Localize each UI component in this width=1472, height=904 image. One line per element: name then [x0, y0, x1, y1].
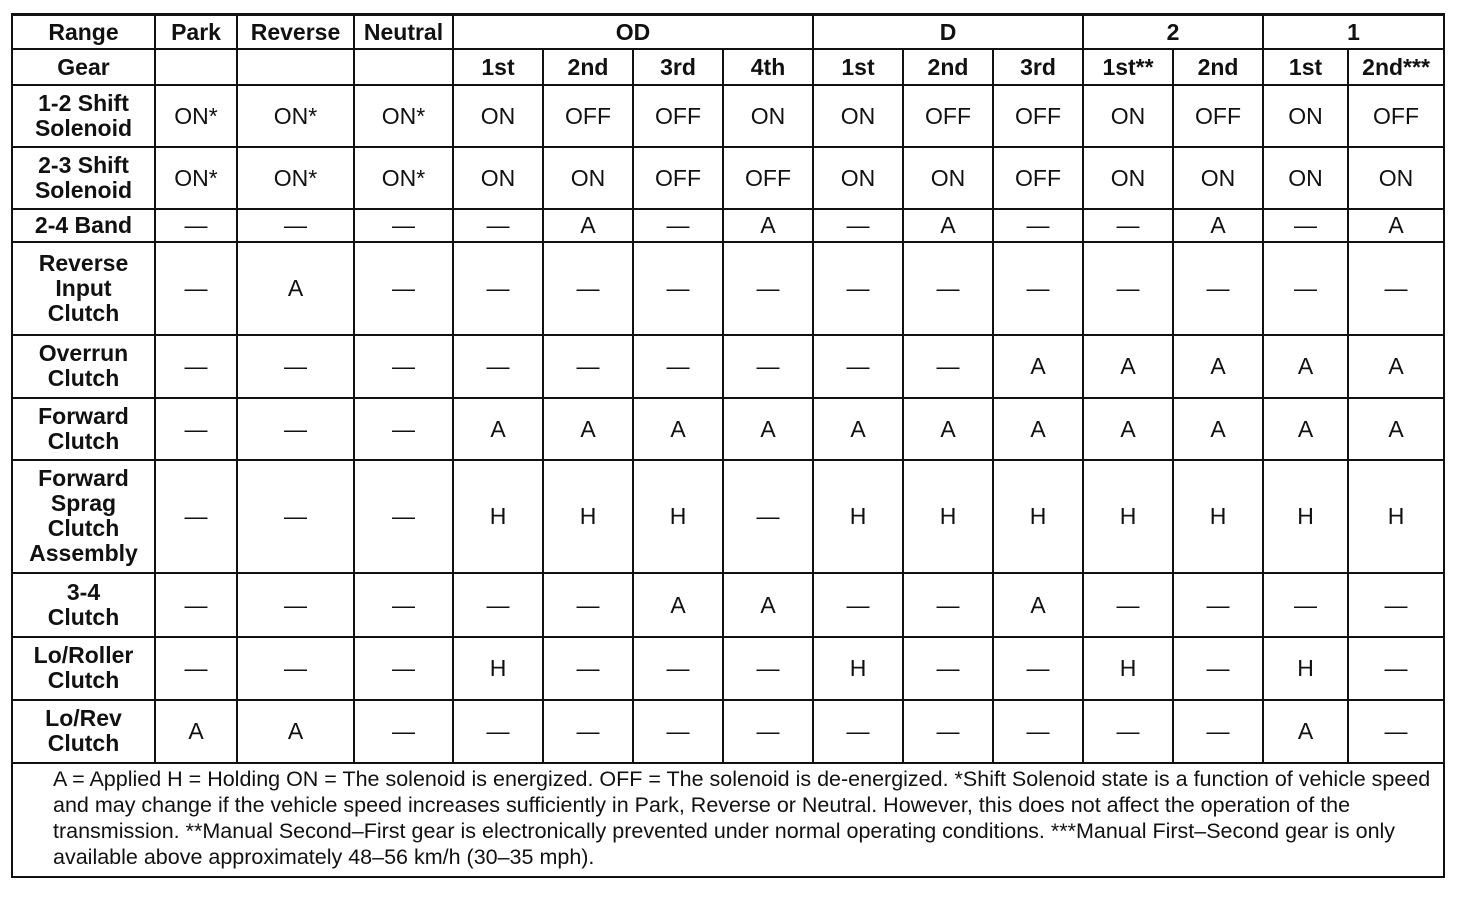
state-cell: — — [354, 460, 453, 573]
state-cell: OFF — [1173, 85, 1263, 147]
component-label — [12, 147, 155, 209]
table-row — [12, 460, 1444, 573]
state-cell: ON — [813, 85, 903, 147]
state-cell: ON* — [354, 85, 453, 147]
state-cell: — — [723, 460, 813, 573]
state-cell: — — [723, 637, 813, 700]
state-cell: — — [543, 573, 633, 637]
state-cell: — — [453, 573, 543, 637]
clutch-application-chart — [11, 13, 1443, 878]
state-cell: H — [813, 637, 903, 700]
shift-solenoid-clutch-table — [11, 13, 1445, 878]
component-label — [12, 398, 155, 460]
state-cell: — — [903, 637, 993, 700]
state-cell: ON — [723, 85, 813, 147]
state-cell: ON — [1263, 85, 1348, 147]
state-cell: — — [155, 398, 237, 460]
state-cell: A — [813, 398, 903, 460]
state-cell: — — [155, 209, 237, 242]
state-cell: — — [1173, 573, 1263, 637]
gear-header-cell: 2nd — [1173, 49, 1263, 85]
state-cell: A — [237, 700, 354, 763]
state-cell: A — [1348, 335, 1444, 398]
table-row — [12, 335, 1444, 398]
state-cell: ON — [1083, 85, 1173, 147]
state-cell: — — [155, 242, 237, 335]
component-label — [12, 209, 155, 242]
state-cell: H — [1083, 637, 1173, 700]
state-cell: OFF — [633, 85, 723, 147]
state-cell: H — [813, 460, 903, 573]
component-label-line: Lo/Rev — [45, 705, 122, 731]
component-label — [12, 573, 155, 637]
gear-header-cell: 2nd — [543, 49, 633, 85]
state-cell: — — [354, 398, 453, 460]
component-label-line: Assembly — [29, 540, 138, 566]
state-cell: ON — [1348, 147, 1444, 209]
state-cell: A — [993, 398, 1083, 460]
state-cell: A — [543, 398, 633, 460]
component-label-line: 2-4 Band — [34, 211, 133, 238]
state-cell: — — [237, 460, 354, 573]
state-cell: — — [155, 637, 237, 700]
gear-header-cell: 2nd — [903, 49, 993, 85]
state-cell: A — [1263, 335, 1348, 398]
state-cell: A — [723, 209, 813, 242]
state-cell: — — [1263, 573, 1348, 637]
component-label-line: Clutch — [47, 515, 120, 541]
state-cell: H — [1173, 460, 1263, 573]
state-cell: — — [813, 209, 903, 242]
component-label-line: Input — [55, 274, 112, 301]
state-cell: — — [155, 460, 237, 573]
component-label — [12, 700, 155, 763]
state-cell: A — [903, 209, 993, 242]
state-cell: — — [1348, 637, 1444, 700]
component-label-line: Sprag — [50, 490, 117, 516]
state-cell: ON* — [237, 147, 354, 209]
state-cell: — — [354, 242, 453, 335]
state-cell: — — [633, 700, 723, 763]
state-cell: OFF — [993, 147, 1083, 209]
state-cell: — — [237, 335, 354, 398]
component-label — [12, 335, 155, 398]
state-cell: — — [1348, 700, 1444, 763]
state-cell: H — [1263, 460, 1348, 573]
state-cell: — — [633, 242, 723, 335]
range-header-cell: D — [813, 15, 1083, 49]
state-cell: OFF — [993, 85, 1083, 147]
state-cell: — — [1173, 700, 1263, 763]
state-cell: — — [1263, 242, 1348, 335]
table-row — [12, 147, 1444, 209]
state-cell: — — [1348, 242, 1444, 335]
state-cell: — — [633, 335, 723, 398]
component-label-line: Reverse — [38, 249, 129, 276]
state-cell: — — [813, 700, 903, 763]
state-cell: — — [813, 335, 903, 398]
state-cell: A — [453, 398, 543, 460]
state-cell: — — [354, 209, 453, 242]
state-cell: ON* — [155, 147, 237, 209]
range-header-cell: Reverse — [237, 15, 354, 49]
state-cell: H — [903, 460, 993, 573]
state-cell: — — [1083, 700, 1173, 763]
gear-header-cell: 4th — [723, 49, 813, 85]
state-cell: — — [237, 398, 354, 460]
gear-header-cell: 2nd*** — [1348, 49, 1444, 85]
state-cell: — — [993, 242, 1083, 335]
state-cell: — — [1173, 242, 1263, 335]
state-cell: — — [993, 637, 1083, 700]
table-row — [12, 85, 1444, 147]
range-header-cell: 1 — [1263, 15, 1444, 49]
state-cell: — — [903, 700, 993, 763]
state-cell: — — [723, 242, 813, 335]
gear-header-cell — [354, 49, 453, 85]
state-cell: ON — [543, 147, 633, 209]
component-label-line: Forward — [38, 465, 129, 491]
gear-header-cell: 1st — [813, 49, 903, 85]
component-label-line: Solenoid — [34, 176, 133, 203]
state-cell: OFF — [1348, 85, 1444, 147]
table-row — [12, 573, 1444, 637]
component-label — [12, 460, 155, 573]
state-cell: OFF — [543, 85, 633, 147]
component-label-line: 2-3 Shift — [38, 151, 129, 178]
component-label-line: Forward — [38, 402, 129, 429]
state-cell: — — [903, 335, 993, 398]
state-cell: ON — [1083, 147, 1173, 209]
table-row — [12, 242, 1444, 335]
state-cell: H — [1263, 637, 1348, 700]
state-cell: A — [1083, 335, 1173, 398]
state-cell: — — [1348, 573, 1444, 637]
state-cell: — — [453, 700, 543, 763]
state-cell: A — [155, 700, 237, 763]
range-header-cell: Neutral — [354, 15, 453, 49]
state-cell: H — [1348, 460, 1444, 573]
component-label-line: Overrun — [38, 340, 129, 366]
state-cell: — — [543, 242, 633, 335]
component-label-line: 1-2 Shift — [38, 89, 129, 116]
state-cell: — — [453, 335, 543, 398]
state-cell: — — [155, 573, 237, 637]
table-row — [12, 700, 1444, 763]
state-cell: — — [723, 335, 813, 398]
state-cell: ON* — [237, 85, 354, 147]
state-cell: — — [354, 700, 453, 763]
component-label — [12, 637, 155, 700]
state-cell: — — [543, 637, 633, 700]
state-cell: — — [1083, 209, 1173, 242]
state-cell: H — [993, 460, 1083, 573]
state-cell: A — [1348, 398, 1444, 460]
state-cell: — — [543, 335, 633, 398]
state-cell: A — [723, 573, 813, 637]
state-cell: — — [1263, 209, 1348, 242]
table-row — [12, 637, 1444, 700]
state-cell: A — [1173, 398, 1263, 460]
state-cell: ON — [1173, 147, 1263, 209]
state-cell: H — [453, 460, 543, 573]
state-cell: — — [354, 573, 453, 637]
state-cell: — — [237, 209, 354, 242]
state-cell: — — [543, 700, 633, 763]
state-cell: — — [633, 209, 723, 242]
component-label — [12, 242, 155, 335]
state-cell: ON — [903, 147, 993, 209]
state-cell: — — [354, 335, 453, 398]
state-cell: H — [1083, 460, 1173, 573]
state-cell: A — [903, 398, 993, 460]
state-cell: ON — [453, 85, 543, 147]
state-cell: A — [237, 242, 354, 335]
component-label-line: Clutch — [47, 603, 120, 630]
state-cell: OFF — [633, 147, 723, 209]
state-cell: — — [237, 637, 354, 700]
range-header-cell: OD — [453, 15, 813, 49]
state-cell: — — [1173, 637, 1263, 700]
state-cell: — — [993, 700, 1083, 763]
state-cell: ON* — [354, 147, 453, 209]
state-cell: — — [813, 242, 903, 335]
gear-header-cell — [155, 49, 237, 85]
state-cell: A — [633, 573, 723, 637]
state-cell: ON — [813, 147, 903, 209]
state-cell: H — [543, 460, 633, 573]
state-cell: — — [993, 209, 1083, 242]
state-cell: — — [453, 209, 543, 242]
state-cell: ON* — [155, 85, 237, 147]
state-cell: — — [723, 700, 813, 763]
component-label-line: 3-4 — [66, 578, 101, 605]
table-row — [12, 209, 1444, 242]
gear-header-cell: 3rd — [993, 49, 1083, 85]
state-cell: A — [1173, 335, 1263, 398]
component-label-line: Clutch — [47, 365, 120, 391]
gear-header-cell — [237, 49, 354, 85]
state-cell: ON — [453, 147, 543, 209]
state-cell: A — [993, 335, 1083, 398]
state-cell: A — [633, 398, 723, 460]
legend-footnote: A = Applied H = Holding ON = The solenoid is energized. OFF = The solenoid is de-energized. *Shift Solenoid state is a function of vehicle speed and may change if the vehicle speed increases sufficiently in Park, Reverse or Neutral. However, this does not affect the operation of the transmission. **Manual Second–First gear is electronically prevented under normal operating conditions. ***Manual First–Second gear is only available above approximately 48–56 km/h (30–35 mph). — [12, 763, 1444, 877]
component-label-line: Clutch — [47, 667, 120, 693]
state-cell: — — [1083, 242, 1173, 335]
state-cell: A — [543, 209, 633, 242]
component-label — [12, 85, 155, 147]
state-cell: — — [155, 335, 237, 398]
state-cell: — — [633, 637, 723, 700]
component-label-line: Clutch — [47, 730, 120, 756]
state-cell: A — [1263, 398, 1348, 460]
state-cell: A — [993, 573, 1083, 637]
gear-header-label: Gear — [12, 49, 155, 85]
component-label-line: Solenoid — [34, 114, 133, 141]
state-cell: A — [723, 398, 813, 460]
state-cell: ON — [1263, 147, 1348, 209]
state-cell: — — [903, 242, 993, 335]
state-cell: OFF — [903, 85, 993, 147]
state-cell: A — [1348, 209, 1444, 242]
state-cell: H — [453, 637, 543, 700]
state-cell: — — [237, 573, 354, 637]
range-header-cell: Park — [155, 15, 237, 49]
state-cell: H — [633, 460, 723, 573]
state-cell: — — [453, 242, 543, 335]
gear-header-cell: 1st** — [1083, 49, 1173, 85]
state-cell: OFF — [723, 147, 813, 209]
gear-header-cell: 1st — [1263, 49, 1348, 85]
state-cell: A — [1263, 700, 1348, 763]
range-header-label: Range — [12, 15, 155, 49]
state-cell: — — [813, 573, 903, 637]
gear-header-cell: 3rd — [633, 49, 723, 85]
state-cell: A — [1083, 398, 1173, 460]
component-label-line: Clutch — [47, 299, 120, 326]
state-cell: A — [1173, 209, 1263, 242]
range-header-cell: 2 — [1083, 15, 1263, 49]
component-label-line: Lo/Roller — [33, 642, 134, 668]
table-row — [12, 398, 1444, 460]
state-cell: — — [1083, 573, 1173, 637]
state-cell: — — [354, 637, 453, 700]
component-label-line: Clutch — [47, 427, 120, 454]
state-cell: — — [903, 573, 993, 637]
gear-header-cell: 1st — [453, 49, 543, 85]
